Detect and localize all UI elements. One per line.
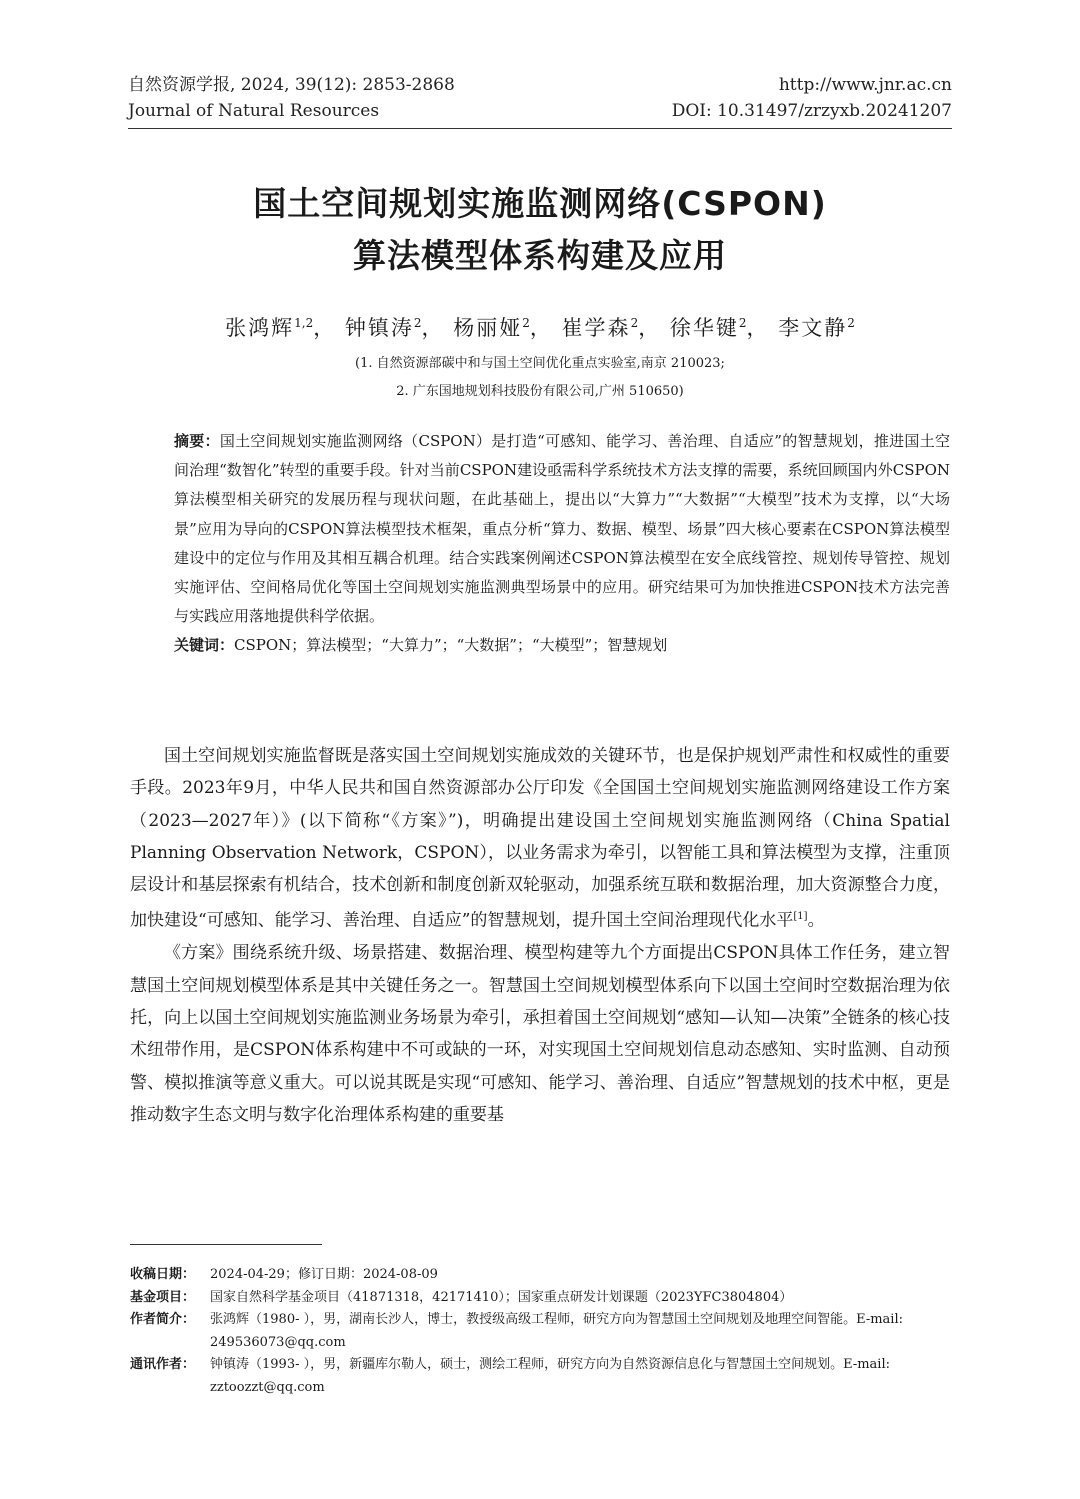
body-text bbox=[130, 740, 950, 1131]
author: 徐华键$^2$ bbox=[669, 316, 747, 340]
affiliation-2: 2. 广东国地规划科技股份有限公司,广州 510650) bbox=[396, 384, 684, 399]
author: 李文静$^2$ bbox=[778, 316, 855, 340]
journal-citation-cn: 自然资源学报, 2024, 39(12): 2853-2868 bbox=[128, 75, 455, 95]
body-paragraph-1: 国土空间规划实施监督既是落实国土空间规划实施成效的关键环节，也是保护规划严肃性和权威性的重要手段。2023年9月，中华人民共和国自然资源部办公厅印发《全国国土空间规划实施监测网络建设工作方案（2023—2027年）》(以下简称“《方案》”)，明确提出建设国土空间规划实施监测网络（China Spatial Planning Observation Network，CSPON），以业务需求为牵引，以智能工具和算法模型为支撑，注重顶层设计和基层探索有机结合，技术创新和制度创新双轮驱动，加强系统互联和数据治理，加大资源整合力度，加快建设“可感知、能学习、善治理、自适应”的智慧规划，提升国土空间治理现代化水平[1]。 bbox=[130, 746, 950, 932]
affiliation-1: (1. 自然资源部碳中和与国土空间优化重点实验室,南京 210023; bbox=[355, 356, 725, 371]
author: 崔学森$^2$ bbox=[561, 316, 639, 340]
author: 钟镇涛$^2$ bbox=[344, 316, 422, 340]
author: 杨丽娅$^2$ bbox=[453, 316, 530, 340]
author: 张鸿辉$^{1,2}$ bbox=[225, 316, 314, 340]
keywords-text: CSPON；算法模型；“大算力”；“大数据”；“大模型”；智慧规划 bbox=[234, 636, 668, 655]
footnote-divider bbox=[130, 1244, 322, 1245]
header-divider bbox=[128, 128, 952, 129]
journal-url[interactable]: http://www.jnr.ac.cn bbox=[778, 75, 952, 95]
abstract-label: 摘要： bbox=[174, 432, 220, 450]
footnote-received: 收稿日期： 2024-04-29；修订日期：2024-08-09 bbox=[130, 1267, 438, 1282]
footnote-corresponding: 通讯作者： 钟镇涛（1993- ），男，新疆库尔勒人，硕士，测绘工程师，研究方向为自然资源信息化与智慧国土空间规划。E-mail: zztoozzt@qq.com bbox=[130, 1357, 891, 1395]
abstract-text: 国土空间规划实施监测网络（CSPON）是打造“可感知、能学习、善治理、自适应”的智慧规划，推进国土空间治理“数智化”转型的重要手段。针对当前CSPON建设亟需科学系统技术方法支撑的需要，系统回顾国内外CSPON算法模型相关研究的发展历程与现状问题，在此基础上，提出以“大算力”“大数据”“大模型”技术为支撑，以“大场景”应用为导向的CSPON算法模型技术框架，重点分析“算力、数据、模型、场景”四大核心要素在CSPON算法模型建设中的定位与作用及其相互耦合机理。结合实践案例阐述CSPON算法模型在安全底线管控、规划传导管控、规划实施评估、空间格局优化等国土空间规划实施监测典型场景中的应用。研究结果可为加快推进CSPON技术方法完善与实践应用落地提供科学依据。 bbox=[174, 432, 950, 626]
abstract-block bbox=[174, 427, 950, 661]
author-list: 张鸿辉$^{1,2}$， 钟镇涛$^2$， 杨丽娅$^2$， 崔学森$^2$， 徐华键$^2$， 李文静$^2$ bbox=[225, 316, 855, 340]
keywords-label: 关键词： bbox=[174, 636, 235, 655]
paper-title bbox=[100, 178, 980, 282]
title-line-2: 算法模型体系构建及应用 bbox=[353, 236, 727, 275]
keywords bbox=[174, 631, 950, 660]
footnote-funding: 基金项目： 国家自然科学基金项目（41871318，42171410）；国家重点研发计划课题（2023YFC3804804） bbox=[130, 1289, 793, 1305]
doi[interactable]: DOI: 10.31497/zrzyxb.20241207 bbox=[671, 101, 952, 121]
citation-ref[interactable]: [1] bbox=[793, 911, 808, 923]
affiliations bbox=[100, 350, 980, 406]
header-right bbox=[672, 72, 952, 124]
header-left bbox=[128, 72, 455, 124]
footnotes bbox=[130, 1264, 950, 1400]
journal-name-en: Journal of Natural Resources bbox=[128, 101, 380, 121]
running-header bbox=[128, 72, 952, 124]
body-paragraph-2: 《方案》围绕系统升级、场景搭建、数据治理、模型构建等九个方面提出CSPON具体工作任务，建立智慧国土空间规划模型体系是其中关键任务之一。智慧国土空间规划模型体系向下以国土空间时空数据治理为依托，向上以国土空间规划实施监测业务场景为牵引，承担着国土空间规划“感知—认知—决策”全链条的核心技术纽带作用，是CSPON体系构建中不可或缺的一环，对实现国土空间规划信息动态感知、实时监测、自动预警、模拟推演等意义重大。可以说其既是实现“可感知、能学习、善治理、自适应”智慧规划的技术中枢，更是推动数字生态文明与数字化治理体系构建的重要基 bbox=[130, 943, 950, 1125]
abstract bbox=[174, 427, 950, 631]
title-line-1: 国土空间规划实施监测网络(CSPON) bbox=[253, 184, 827, 223]
footnote-author-bio: 作者简介： 张鸿辉（1980- ），男，湖南长沙人，博士，教授级高级工程师，研究方向为智慧国土空间规划及地理空间智能。E-mail: 249536073@qq.com bbox=[130, 1312, 904, 1350]
